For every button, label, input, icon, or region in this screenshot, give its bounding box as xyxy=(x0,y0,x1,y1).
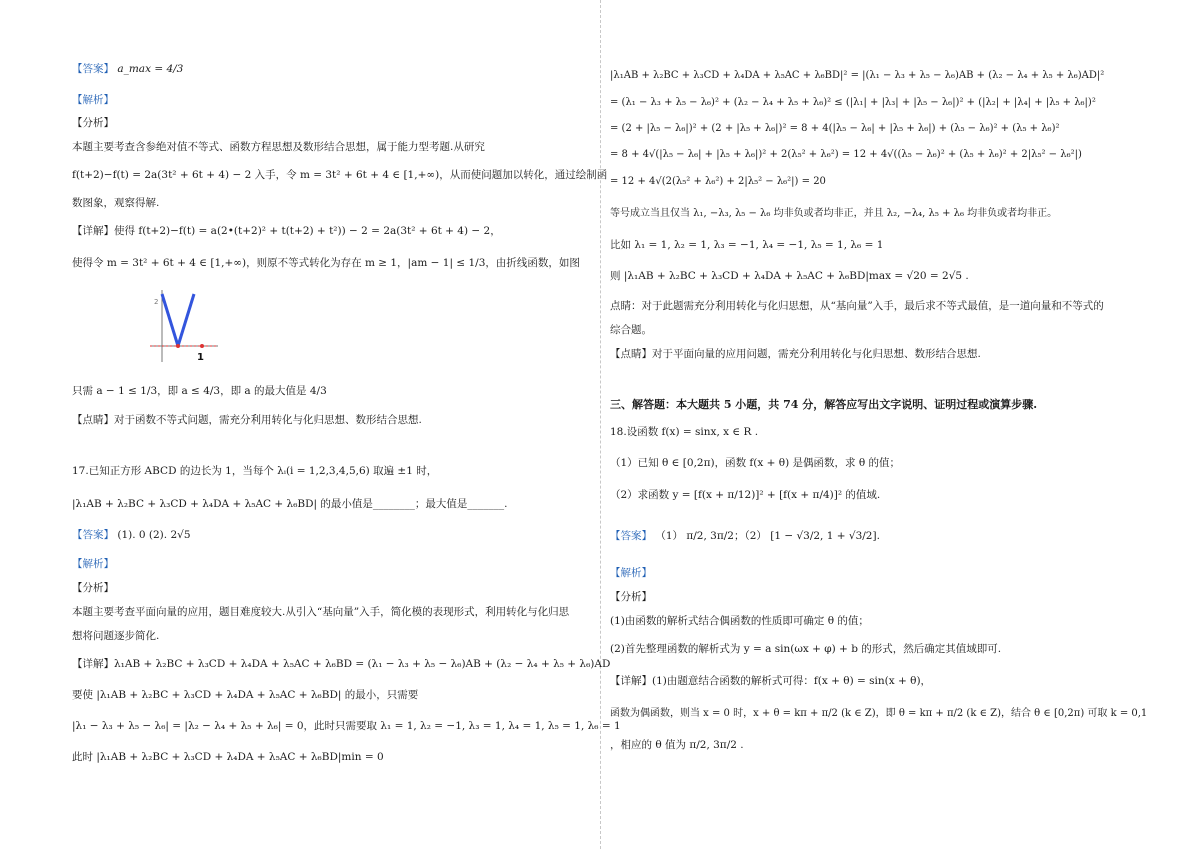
detail-line: 函数为偶函数，则当 x = 0 时，x + θ = kπ + π/2 (k ∈ Z)，即 θ = kπ + π/2 (k ∈ Z)，结合 θ ∈ [0,2π) 可取 k = 0,1 xyxy=(610,708,1148,719)
detail-line: |λ₁ − λ₃ + λ₅ − λ₆| = |λ₂ − λ₄ + λ₅ + λ₆| = 0，此时只需要取 λ₁ = 1, λ₂ = −1, λ₃ = 1, λ₄ = 1, λ₅ = 1, λ₆ = 1 xyxy=(72,720,621,732)
derivation-line: = (2 + |λ₅ − λ₆|)² + (2 + |λ₅ + λ₆|)² = 8 + 4(|λ₅ − λ₆| + |λ₅ + λ₆|) + (λ₅ − λ₆)² + (λ₅ + λ₆)² xyxy=(610,123,1060,134)
question-17-line: |λ₁AB + λ₂BC + λ₃CD + λ₄DA + λ₅AC + λ₆BD| 的最小值是________；最大值是_______. xyxy=(72,498,508,510)
axis-tick-label: 1 xyxy=(197,352,204,363)
conclusion-line: 只需 a − 1 ≤ 1/3，即 a ≤ 4/3，即 a 的最大值是 4/3 xyxy=(72,385,327,397)
derivation-line: = 8 + 4√(|λ₅ − λ₆| + |λ₅ + λ₆|)² + 2(λ₅² + λ₆²) = 12 + 4√((λ₅ − λ₆)² + (λ₅ + λ₆)² + 2|λ₅² − λ₆²|) xyxy=(610,149,1082,160)
detail-line: 要使 |λ₁AB + λ₂BC + λ₃CD + λ₄DA + λ₅AC + λ₆BD| 的最小，只需要 xyxy=(72,689,419,701)
detail-line: 【详解】λ₁AB + λ₂BC + λ₃CD + λ₄DA + λ₅AC + λ₆BD = (λ₁ − λ₃ + λ₅ − λ₆)AB + (λ₂ − λ₄ + λ₅ + λ₆)AD xyxy=(72,658,611,670)
dianjing-line: 【点睛】对于平面向量的应用问题，需充分利用转化与化归思想、数形结合思想. xyxy=(610,348,981,360)
answer-tag: 【答案】 xyxy=(72,529,114,541)
fenxi-text-line: 本题主要考查含参绝对值不等式、函数方程思想及数形结合思想，属于能力型考题.从研究 xyxy=(72,141,485,153)
answer-17 xyxy=(72,528,191,543)
fenxi-text-line: (1)由函数的解析式结合偶函数的性质即可确定 θ 的值； xyxy=(610,615,869,627)
answer-16 xyxy=(72,62,183,77)
max-result: 则 |λ₁AB + λ₂BC + λ₃CD + λ₄DA + λ₅AC + λ₆BD|max = √20 = 2√5 . xyxy=(610,270,969,282)
fenxi-text-line: 想将问题逐步简化. xyxy=(72,630,160,642)
answer-tag: 【答案】 xyxy=(72,63,114,75)
fenxi-text-line: (2)首先整理函数的解析式为 y = a sin(ωx + φ) + b 的形式，然后确定其值域即可. xyxy=(610,643,1002,655)
dianjing-line: 【点睛】对于函数不等式问题，需充分利用转化与化归思想、数形结合思想. xyxy=(72,414,422,426)
jiexi-tag: 【解析】 xyxy=(610,567,652,579)
answer-tag: 【答案】 xyxy=(610,530,652,542)
answer-value: (1). 0 (2). 2√5 xyxy=(117,529,191,541)
detail-line: 【详解】(1)由题意结合函数的解析式可得：f(x + θ) = sin(x + θ)， xyxy=(610,675,932,687)
detail-line: 使得令 m = 3t² + 6t + 4 ∈ [1,+∞)，则原不等式转化为存在 m ≥ 1，|am − 1| ≤ 1/3，由折线函数，如图 xyxy=(72,257,580,269)
jiexi-tag: 【解析】 xyxy=(72,94,114,106)
detail-line: 【详解】使得 f(t+2)−f(t) = a(2•(t+2)² + t(t+2) + t²)) − 2 = 2a(3t² + 6t + 4) − 2， xyxy=(72,225,501,237)
derivation-line: |λ₁AB + λ₂BC + λ₃CD + λ₄DA + λ₅AC + λ₆BD|² = |(λ₁ − λ₃ + λ₅ − λ₆)AB + (λ₂ − λ₄ + λ₅ + λ₆)AD|² xyxy=(610,70,1105,81)
detail-line: 此时 |λ₁AB + λ₂BC + λ₃CD + λ₄DA + λ₅AC + λ₆BD|min = 0 xyxy=(72,751,384,763)
example-values: 比如 λ₁ = 1, λ₂ = 1, λ₃ = −1, λ₄ = −1, λ₅ = 1, λ₆ = 1 xyxy=(610,239,884,251)
answer-18 xyxy=(610,529,880,544)
fenxi-text-line: f(t+2)−f(t) = 2a(3t² + 6t + 4) − 2 入手，令 m = 3t² + 6t + 4 ∈ [1,+∞)，从而使问题加以转化，通过绘制函 xyxy=(72,169,608,181)
derivation-line: = (λ₁ − λ₃ + λ₅ − λ₆)² + (λ₂ − λ₄ + λ₅ + λ₆)² ≤ (|λ₁| + |λ₃| + |λ₅ − λ₆|)² + (|λ₂| + |λ₄| + |λ₅ + λ₆|)² xyxy=(610,97,1096,108)
question-18-part: （1）已知 θ ∈ [0,2π)，函数 f(x + θ) 是偶函数，求 θ 的值； xyxy=(610,457,901,469)
answer-value: a_max = 4/3 xyxy=(117,63,184,75)
section-heading: 三、解答题：本大题共 5 小题，共 74 分，解答应写出文字说明、证明过程或演算步骤. xyxy=(610,398,1038,411)
answer-value: （1） π/2, 3π/2；（2） [1 − √3/2, 1 + √3/2]. xyxy=(655,530,880,542)
jiexi-tag: 【解析】 xyxy=(72,558,114,570)
question-17-line: 17.已知正方形 ABCD 的边长为 1，当每个 λᵢ(i = 1,2,3,4,5,6) 取遍 ±1 时， xyxy=(72,465,438,477)
fenxi-tag: 【分析】 xyxy=(72,582,114,594)
dianjing-line: 点睛：对于此题需充分利用转化与化归思想，从“基向量”入手，最后求不等式最值，是一道向量和不等式的 xyxy=(610,300,1104,312)
question-18-part: （2）求函数 y = [f(x + π/12)]² + [f(x + π/4)]² 的值域. xyxy=(610,489,881,501)
derivation-line: = 12 + 4√(2(λ₅² + λ₆²) + 2|λ₅² − λ₆²|) = 20 xyxy=(610,176,826,187)
fenxi-text-line: 数图象，观察得解. xyxy=(72,197,160,209)
question-18: 18.设函数 f(x) = sinx, x ∈ R . xyxy=(610,426,759,438)
equality-condition: 等号成立当且仅当 λ₁, −λ₃, λ₅ − λ₆ 均非负或者均非正，并且 λ₂, −λ₄, λ₅ + λ₆ 均非负或者均非正。 xyxy=(610,208,1058,219)
dianjing-line: 综合题。 xyxy=(610,324,652,336)
v-shaped-graph xyxy=(150,290,220,364)
detail-line: ，相应的 θ 值为 π/2, 3π/2 . xyxy=(610,739,744,751)
fenxi-tag: 【分析】 xyxy=(610,591,652,603)
fenxi-text-line: 本题主要考查平面向量的应用，题目难度较大.从引入“基向量”入手，简化模的表现形式，利用转化与化归思 xyxy=(72,606,570,618)
fenxi-tag: 【分析】 xyxy=(72,117,114,129)
axis-tick-label: 2 xyxy=(154,298,159,306)
